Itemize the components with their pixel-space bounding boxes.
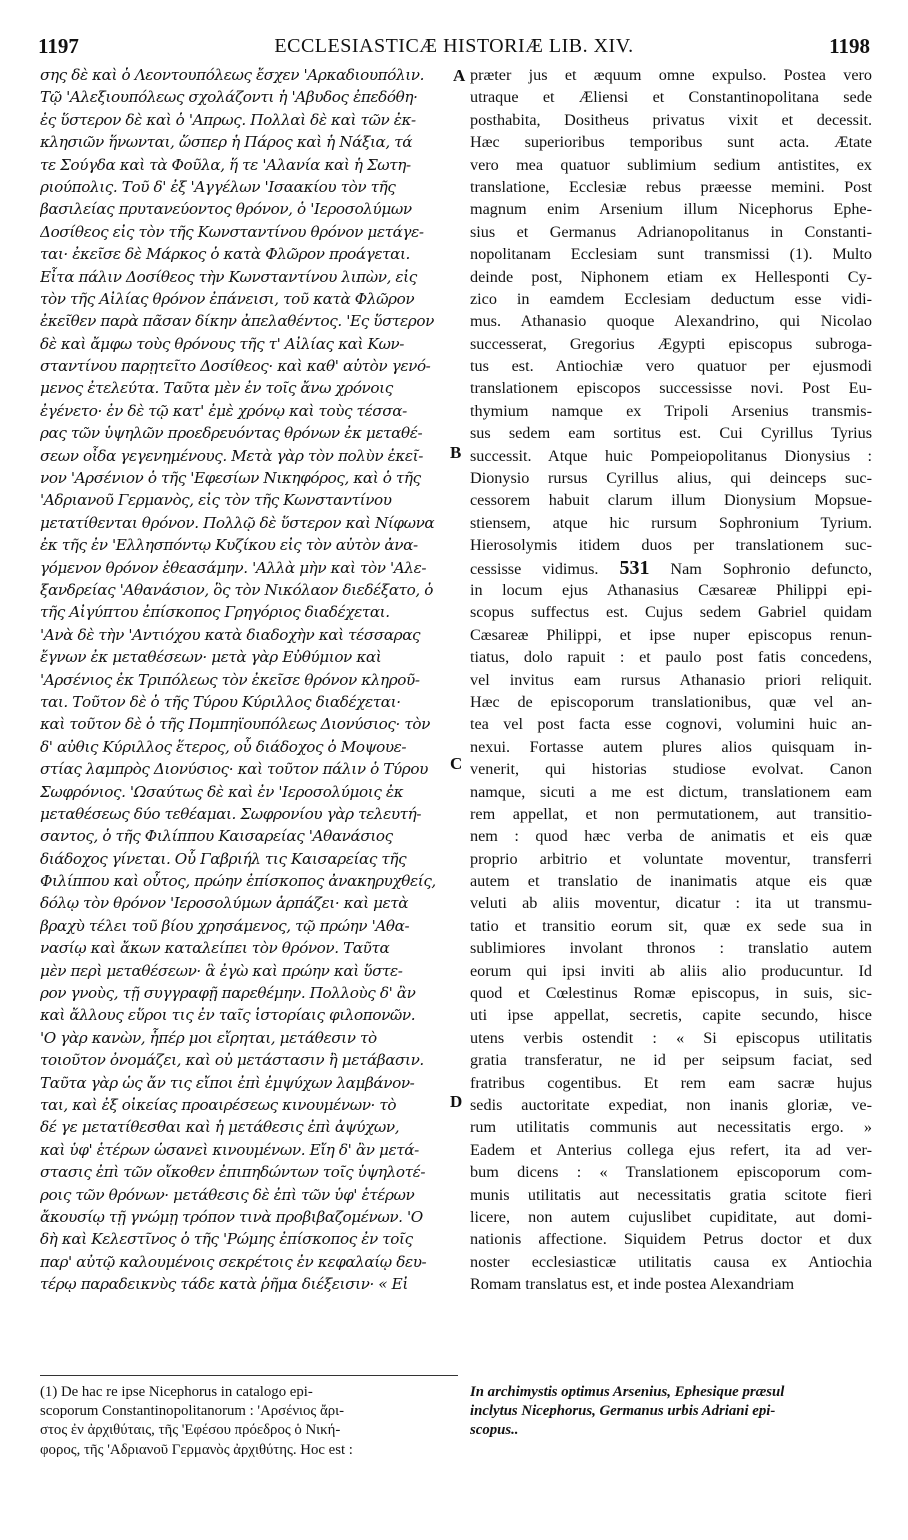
greek-text-line: δόλῳ τὸν θρόνον 'Ιεροσολύμων ἁρπάζει· καὶ μετὰ bbox=[40, 894, 409, 913]
greek-text-line: καὶ ἄλλους εὕροι τις ἐν ταῖς ἱστορίαις φιλοπονῶν. bbox=[40, 1006, 416, 1025]
latin-text-line: scopus suffectus est. Cujus sedem Gabriel quidam bbox=[470, 603, 872, 622]
latin-text-line: magnum enim Arsenium illum Nicephorus Ephe- bbox=[470, 200, 872, 219]
greek-text-line: ται· ἐκεῖσε δὲ Μάρκος ὁ κατὰ Φλῶρον προάγεται. bbox=[40, 245, 410, 264]
greek-text-line: βραχὺ τέλει τοῦ βίου χρησάμενος, τῷ πρώην 'Αθα- bbox=[40, 916, 410, 935]
latin-text-line: autem et translatio de inanimatis atque eis quæ bbox=[470, 872, 872, 891]
latin-text-line: uti ipse appellat, secretis, capite secundo, hisce bbox=[470, 1006, 872, 1025]
greek-text-line: ρας τῶν ὑψηλῶν προεδρευόντας θρόνων ἐκ μεταθέ- bbox=[40, 424, 423, 443]
footnote-line: φορος, τῆς 'Αδριανοῦ Γερμανὸς ἀρχιθύτης. Hoc est : bbox=[40, 1441, 353, 1458]
latin-text-line: utraque et Æliensi et Constantinopolitana sede bbox=[470, 88, 872, 107]
section-marker-a: A bbox=[453, 66, 466, 85]
latin-text-line: Hierosolymis itidem duos per translationem suc- bbox=[470, 536, 872, 555]
latin-text-line: Cæsareæ Philippi, et ipse nuper episcopus renun- bbox=[470, 625, 872, 644]
footnote-rule bbox=[40, 1375, 458, 1376]
greek-text-line: διάδοχος γίνεται. Οὗ Γαβριήλ τις Καισαρείας τῆς bbox=[40, 849, 407, 868]
latin-text-line: translationem episcopos successisse novi. Post Eu- bbox=[470, 379, 872, 398]
greek-text-line: δ' αὐθις Κύριλλος ἕτερος, οὗ διάδοχος ὁ Μοψουε- bbox=[40, 737, 407, 756]
latin-text-line: utens verbis ostendit : « Si episcopus utilitatis bbox=[470, 1028, 872, 1047]
latin-text-line: Hæc de episcoporum translationibus, quæ vel an- bbox=[470, 692, 872, 711]
greek-text-line: τὸν τῆς Αἰλίας θρόνον ἐπάνεισι, τοῦ κατὰ Φλῶρον bbox=[40, 289, 415, 308]
latin-text-line: nationis affectione. Siquidem Petrus doctor et dux bbox=[470, 1230, 872, 1249]
latin-text-line: vel invitus eam rursus Athanasio priori reliquit. bbox=[470, 670, 872, 689]
latin-text-line: rem appellat, et non permutationem, aut transitio- bbox=[470, 804, 872, 823]
latin-text-line: eorum qui ipsi inviti ab aliis alio producuntur. Id bbox=[470, 961, 872, 980]
greek-text-line: στασις ἐπὶ τῶν οἴκοθεν ἐπιπηδώντων τοῖς ὑψηλοτέ- bbox=[40, 1163, 426, 1182]
greek-text-line: ἐς ὕστερον δὲ καὶ ὁ 'Απρως. Πολλαὶ δὲ καὶ τῶν ἐκ- bbox=[40, 110, 416, 129]
latin-text-line: tiatus, dolo rapuit : et paulo post fatis concedens, bbox=[470, 648, 872, 667]
page-number-left: 1197 bbox=[38, 34, 79, 58]
latin-text-line: sedis auctoritate expediat, non inanis gloriæ, ve- bbox=[470, 1095, 872, 1114]
latin-text-line: fratribus cogentibus. Et rem eam sacræ hujus bbox=[470, 1073, 872, 1092]
greek-text-line: καὶ ὑφ' ἑτέρων ὡσανεὶ κινουμένων. Εἴη δ' ἂν μετά- bbox=[40, 1140, 419, 1159]
latin-text-line: nem : quod hæc verba de animatis et eis quæ bbox=[470, 827, 872, 846]
latin-text-line: rum utilitatis communis aut necessitatis ergo. » bbox=[470, 1118, 872, 1137]
footnote bbox=[40, 1383, 460, 1460]
side-note-line: scopus.. bbox=[470, 1422, 519, 1439]
side-note-line: In archimystis optimus Arsenius, Ephesique præsul bbox=[470, 1384, 785, 1400]
latin-text-line: licere, non autem cujuslibet cupiditate, aut domi- bbox=[470, 1207, 872, 1226]
latin-text-line: Dionysio rursus Cyrillus alius, qui deinceps suc- bbox=[470, 469, 872, 488]
latin-text-line: munis utilitatis aut necessitatis gratia scitote fieri bbox=[470, 1185, 872, 1204]
latin-text-line: successerat, Gregorius Ægypti episcopus subroga- bbox=[470, 334, 872, 353]
running-header bbox=[0, 34, 908, 64]
greek-text-line: νασίῳ καὶ ἄκων καταλείπει τὸν θρόνον. Ταῦτα bbox=[40, 939, 390, 958]
latin-text-line: tea vel post facta esse cognovi, volumini huic an- bbox=[470, 715, 872, 734]
greek-text-line: γόμενον θρόνον ἐθεασάμην. 'Αλλὰ μὴν καὶ τὸν 'Αλε- bbox=[40, 558, 427, 577]
latin-text-line: gratia transferatur, ne id per seipsum faciat, sed bbox=[470, 1051, 872, 1070]
running-title: ECCLESIASTICÆ HISTORIÆ LIB. XIV. bbox=[274, 35, 634, 57]
latin-text-line: præter jus et æquum omne expulso. Postea vero bbox=[470, 66, 872, 84]
latin-text-line: tatio et transitio eorum sit, quæ ex sede sua in bbox=[470, 916, 872, 935]
greek-text-line: τοιοῦτον ὀνομάζει, καὶ οὐ μετάστασιν ἢ μετάβασιν. bbox=[40, 1051, 424, 1070]
inline-page-number: 531 bbox=[619, 556, 650, 579]
greek-text-line: Φιλίππου καὶ οὗτος, πρώην ἐπίσκοπος ἀνακηρυχθείς, bbox=[40, 872, 436, 891]
greek-text-line: Τῷ 'Αλεξιουπόλεως σχολάζοντι ἡ 'Αβυδος ἐπεδόθη· bbox=[40, 88, 418, 107]
latin-text-line: tus est. Antiochiæ vero quatuor per ejusmodi bbox=[470, 357, 872, 376]
greek-text-line: τέρῳ παραδεικνὺς τάδε κατὰ ῥῆμα διέξεισιν· « Εἰ bbox=[40, 1275, 408, 1294]
greek-text-line: καὶ τοῦτον δὲ ὁ τῆς Πομπηϊουπόλεως Διονύσιος· τὸν bbox=[40, 715, 430, 734]
latin-text-line: sus sedem eam sortitus est. Cui Cyrillus Tyrius bbox=[470, 424, 872, 443]
greek-text-line: κλησιῶν ἥνωνται, ὥσπερ ἡ Πάρος καὶ ἡ Νάξια, τά bbox=[40, 133, 413, 152]
greek-text-line: τῆς Αἰγύπτου ἐπίσκοπος Γρηγόριος διαδέχεται. bbox=[40, 603, 390, 622]
latin-text-line: sublimiores involant thronos : translatio autem bbox=[470, 939, 872, 958]
greek-text-line: 'Ανὰ δὲ τὴν 'Αντιόχου κατὰ διαδοχὴν καὶ τέσσαρας bbox=[40, 625, 421, 644]
latin-text-line: posthabita, Dositheus privatus vixit et decessit. bbox=[470, 110, 872, 129]
greek-text-line: ἄκουσίῳ τῇ γνώμῃ τρόπον τινὰ προβιβαζομένων. 'Ο bbox=[40, 1207, 423, 1226]
latin-text-line: cessorem habuit clarum illum Dionysium Mopsue- bbox=[470, 491, 872, 510]
greek-text-line: σταντίνου παρῃτεῖτο Δοσίθεος· καὶ καθ' αὑτὸν γενό- bbox=[40, 357, 431, 376]
section-marker-c: C bbox=[450, 754, 463, 773]
greek-text-line: δέ γε μετατίθεσθαι καὶ ἡ μετάθεσις ἐπὶ ἀψύχων, bbox=[40, 1118, 400, 1137]
footnote-line: (1) De hac re ipse Nicephorus in catalogo epi- bbox=[40, 1384, 313, 1400]
greek-text-line: σαντος, ὁ τῆς Φιλίππου Καισαρείας 'Αθανάσιος bbox=[40, 827, 393, 846]
greek-text-line: νον 'Αρσένιον ὁ τῆς 'Εφεσίων Νικηφόρος, καὶ ὁ τῆς bbox=[40, 469, 421, 488]
latin-text-line: venerit, qui historias studiose evolvat. Canon bbox=[470, 760, 872, 779]
latin-text-line: noster ecclesiasticæ utilitatis causa ex Antiochia bbox=[470, 1252, 872, 1271]
latin-text-line: bum dicens : « Translationem episcoporum com- bbox=[470, 1163, 872, 1182]
greek-text-line: ἐκεῖθεν παρὰ πᾶσαν δίκην ἀπελαθέντος. 'Ες ὕστερον bbox=[40, 312, 434, 331]
greek-text-line: μεταθέσεως δύο τεθέαμαι. Σωφρονίου γὰρ τελευτή- bbox=[40, 804, 422, 823]
latin-text-line: in locum ejus Athanasius Cæsareæ Philippi epi- bbox=[470, 580, 872, 599]
greek-text-line: μενος ἐτελεύτα. Ταῦτα μὲν ἐν τοῖς ἄνω χρόνοις bbox=[40, 379, 393, 398]
side-note-line: inclytus Nicephorus, Germanus urbis Adriani epi- bbox=[470, 1403, 776, 1420]
latin-text-line: Hæc superioribus temporibus sunt acta. Ætate bbox=[470, 133, 872, 152]
latin-text-line: cessisse vidimus. 531 Nam Sophronio defuncto, bbox=[470, 556, 872, 579]
footnote-line: στος ἐν ἀρχιθύταις, τῆς 'Εφέσου πρόεδρος ὁ Νική- bbox=[40, 1422, 341, 1439]
greek-text-line: ἐκ τῆς ἐν 'Ελλησπόντῳ Κυζίκου εἰς τὸν αὐτὸν ἀνα- bbox=[40, 536, 418, 555]
greek-text-line: 'Αδριανοῦ Γερμανὸς, εἰς τὸν τῆς Κωνσταντίνου bbox=[40, 491, 392, 510]
greek-text-line: ροις τῶν θρόνων· μετάθεσις δὲ ἐπὶ τῶν ὑφ' ἑτέρων bbox=[40, 1185, 415, 1204]
greek-text-line: ριούπολις. Τοῦ δ' ἐξ 'Αγγέλων 'Ισαακίου τὸν τῆς bbox=[40, 177, 396, 196]
greek-text-line: Εἶτα πάλιν Δοσίθεος τὴν Κωνσταντίνου λιπὼν, εἰς bbox=[40, 267, 417, 286]
latin-text-line: quod et Cœlestinus Romæ episcopus, in suis, sic- bbox=[470, 984, 872, 1003]
greek-text-line: 'Αρσένιος ἐκ Τριπόλεως τὸν ἐκεῖσε θρόνον κληροῦ- bbox=[40, 670, 420, 689]
greek-text-line: τε Σούγδα καὶ τὰ Φοῦλα, ἥ τε 'Αλανία καὶ ἡ Σωτη- bbox=[40, 155, 411, 174]
greek-text-line: ξανδρείας 'Αθανάσιον, ὃς τὸν Νικόλαον διεδέξατο, ὁ bbox=[40, 580, 434, 599]
greek-text-line: βασιλείας πρυτανεύοντος θρόνον, ὁ 'Ιεροσολύμων bbox=[40, 200, 412, 219]
greek-text-line: ται. Τοῦτον δὲ ὁ τῆς Τύρου Κύριλλος διαδέχεται· bbox=[40, 692, 401, 711]
greek-text-line: δὴ καὶ Κελεστῖνος ὁ τῆς 'Ρώμης ἐπίσκοπος ἐν τοῖς bbox=[40, 1230, 413, 1249]
latin-text-line: stiensem, atque hic rursum Sophronium Tyrium. bbox=[470, 513, 872, 532]
latin-column bbox=[470, 64, 872, 1295]
greek-text-line: μετατίθενται θρόνον. Πολλῷ δὲ ὕστερον καὶ Νίφωνα bbox=[40, 513, 435, 532]
greek-text-line: δὲ καὶ ἄμφω τοὺς θρόνους τῆς τ' Αἰλίας καὶ Κων- bbox=[40, 334, 404, 353]
latin-text-line: translatione, Ecclesiæ rebus præesse memini. Post bbox=[470, 177, 872, 196]
side-note bbox=[470, 1383, 872, 1441]
latin-text-line: thymium namque ex Tripoli Arsenius transmis- bbox=[470, 401, 872, 420]
greek-text-line: ἔγνων ἐκ μεταθέσεων· μετὰ γὰρ Εὐθύμιον καὶ bbox=[40, 648, 382, 667]
latin-text-line: proprio arbitrio et voluntate moventur, transferri bbox=[470, 849, 872, 868]
latin-text-line: sius et Germanus Adrianopolitanus in Constanti- bbox=[470, 222, 872, 241]
greek-text-line: σης δὲ καὶ ὁ Λεοντουπόλεως ἔσχεν 'Αρκαδιουπόλιν. bbox=[40, 66, 425, 84]
latin-text-line: deinde post, Niphonem etiam ex Hellesponti Cy- bbox=[470, 267, 872, 286]
latin-text-line: nopolitanam Ecclesiam sunt transmissi (1). Multo bbox=[470, 245, 872, 264]
footnote-line: scoporum Constantinopolitanorum : 'Αρσένιος ἄρι- bbox=[40, 1403, 345, 1420]
section-marker-b: B bbox=[450, 443, 462, 462]
greek-text-line: ρον γνοὺς, τῇ συγγραφῇ παρεθέμην. Πολλοὺς δ' ἂν bbox=[40, 984, 416, 1003]
latin-text-line: Eadem et Anterius collega ejus refert, ita ad ver- bbox=[470, 1140, 872, 1159]
latin-text-line: vero mea quatuor sublimium sedium antistites, ex bbox=[470, 155, 872, 174]
greek-text-line: Σωφρόνιος. 'Ωσαύτως δὲ καὶ ἐν 'Ιεροσολύμοις ἐκ bbox=[40, 782, 404, 801]
latin-text-line: mus. Athanasio quoque Alexandrino, qui Nicolao bbox=[470, 312, 872, 331]
greek-text-line: 'Ο γὰρ κανὼν, ἧπέρ μοι εἴρηται, μετάθεσιν τὸ bbox=[40, 1028, 377, 1047]
greek-text-line: σεων οἶδα γεγενημένους. Μετὰ γὰρ τὸν πολὺν ἐκεῖ- bbox=[40, 446, 423, 465]
greek-text-line: Ταῦτα γὰρ ὡς ἄν τις εἴποι ἐπὶ ἐμψύχων λαμβάνον- bbox=[40, 1073, 415, 1092]
page-number-right: 1198 bbox=[829, 34, 870, 58]
latin-text-line: namque, sicuti a me est dictum, translationem eam bbox=[470, 782, 872, 801]
greek-text-line: μὲν περὶ μεταθέσεων· ἃ ἐγὼ καὶ πρώην καὶ ὕστε- bbox=[40, 961, 403, 980]
latin-text-line: successit. Atque huic Pompeiopolitanus Dionysius : bbox=[470, 446, 872, 465]
greek-text-line: ται, καὶ ἐξ οἰκείας προαιρέσεως κινουμένων· τὸ bbox=[40, 1095, 397, 1114]
greek-text-line: Δοσίθεος εἰς τὸν τῆς Κωνσταντίνου θρόνον μετάγε- bbox=[40, 222, 424, 241]
section-marker-d: D bbox=[450, 1092, 463, 1111]
greek-text-line: παρ' αὐτῷ καλουμένοις σεκρέτοις ἐν κεφαλαίῳ δευ- bbox=[40, 1252, 427, 1271]
greek-column bbox=[40, 64, 458, 1295]
latin-text-line: nexui. Fortasse autem plures alios quisquam in- bbox=[470, 737, 872, 756]
greek-text-line: στίας λαμπρὸς Διονύσιος· καὶ τοῦτον πάλιν ὁ Τύρου bbox=[40, 760, 428, 779]
greek-text-line: ἐγένετο· ἐν δὲ τῷ κατ' ἐμὲ χρόνῳ καὶ τοὺς τέσσα- bbox=[40, 401, 407, 420]
latin-text-line: veluti ab aliis moventur, dicatur : ita ut transmu- bbox=[470, 894, 872, 913]
latin-text-line: Romam translatus est, et inde postea Alexandriam bbox=[470, 1275, 795, 1294]
latin-text-line: zico in eamdem Ecclesiam deductum esse vidi- bbox=[470, 289, 872, 308]
